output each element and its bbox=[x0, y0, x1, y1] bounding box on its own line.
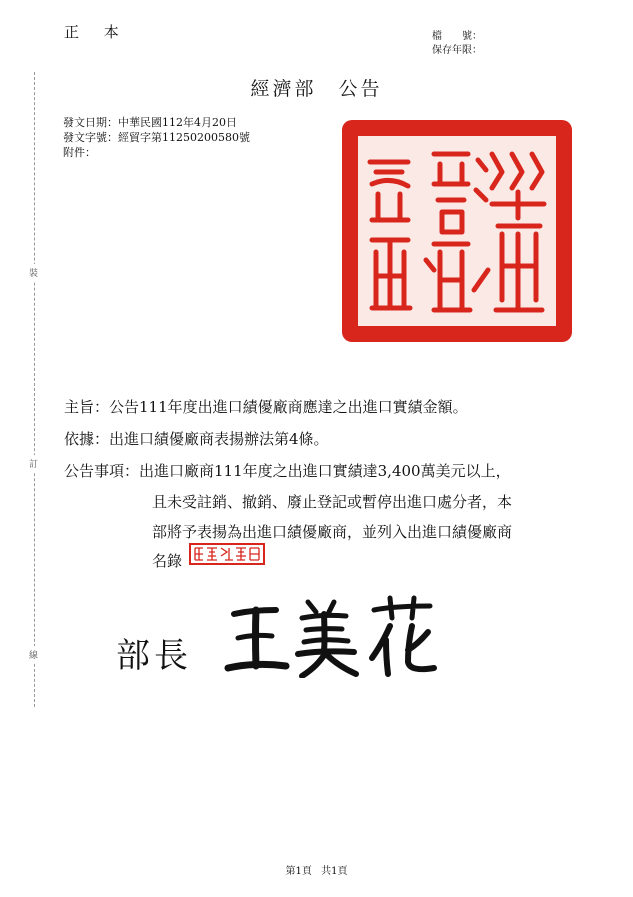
basis-line: 依據：出進口績優廠商表揚辦法第4條。 bbox=[64, 430, 329, 448]
binding-mark-middle: 訂 bbox=[29, 455, 38, 472]
retention-label: 保存年限： bbox=[432, 45, 482, 56]
page-title: 經濟部 公告 bbox=[250, 78, 383, 100]
page-total: 共1頁 bbox=[321, 866, 348, 877]
signatory-title: 部長 bbox=[116, 636, 192, 676]
page-number: 第1頁 bbox=[285, 866, 312, 877]
official-seal-graphic bbox=[342, 120, 572, 342]
copy-mark: 正 本 bbox=[64, 23, 129, 41]
document-meta bbox=[63, 115, 250, 160]
handwritten-signature bbox=[222, 592, 446, 678]
document-number: 發文字號：經貿字第11250200580號 bbox=[63, 131, 250, 144]
department-stamp-graphic bbox=[189, 543, 265, 565]
announcement-line-1: 公告事項：出進口廠商111年度之出進口實績達3,400萬美元以上， bbox=[64, 462, 511, 480]
binding-mark-bottom: 線 bbox=[29, 646, 38, 663]
file-meta bbox=[432, 30, 482, 58]
page-footer bbox=[0, 862, 633, 877]
announcement-line-2: 且未受註銷、撤銷、廢止登記或暫停出進口處分者，本 bbox=[152, 493, 513, 511]
announcement-line-4: 名錄 bbox=[152, 552, 183, 570]
binding-mark-top: 裝 bbox=[29, 264, 38, 281]
department-stamp bbox=[189, 543, 265, 565]
issue-date: 發文日期：中華民國112年4月20日 bbox=[63, 116, 237, 129]
subject-line: 主旨：公告111年度出進口績優廠商應達之出進口實績金額。 bbox=[64, 398, 468, 416]
signature-graphic bbox=[222, 592, 446, 678]
file-number-label: 檔 號： bbox=[432, 31, 482, 42]
official-seal bbox=[342, 120, 572, 342]
announcement-line-3: 部將予表揚為出進口績優廠商，並列入出進口績優廠商 bbox=[152, 523, 513, 541]
binding-line bbox=[34, 72, 35, 707]
attachment-label: 附件： bbox=[63, 146, 96, 159]
